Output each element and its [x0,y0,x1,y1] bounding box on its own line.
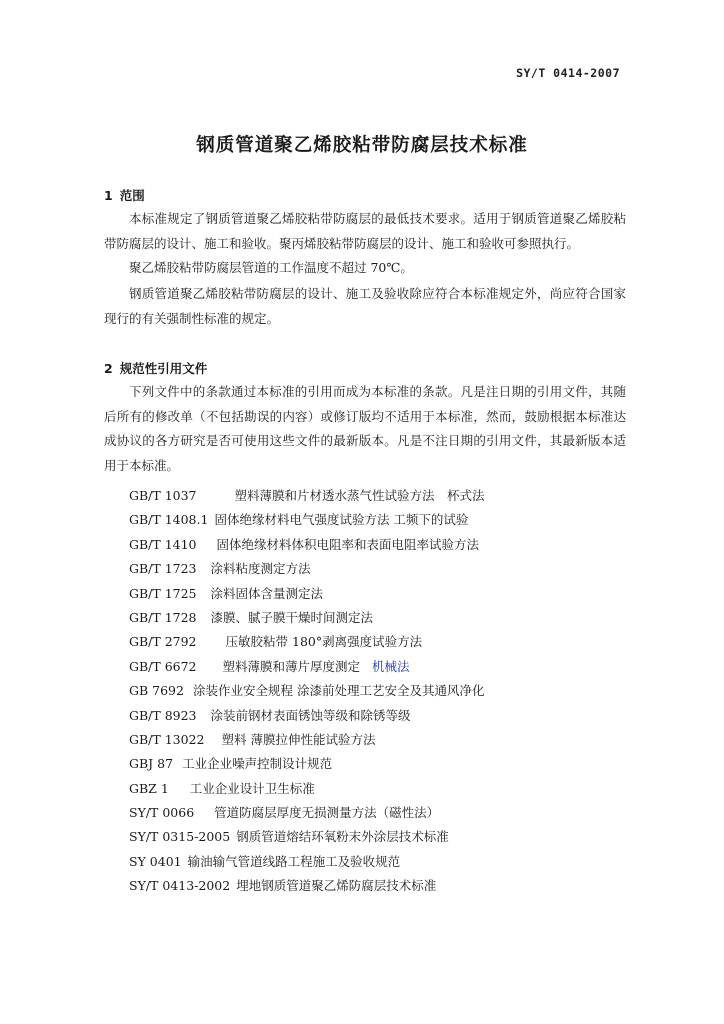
reference-code: GB/T 2792 [129,634,197,650]
section-1-heading [104,186,145,204]
reference-code: GB/T 1728 [129,609,197,625]
reference-title: 涂装前钢材表面锈蚀等级和除锈等级 [210,707,411,723]
reference-item [129,508,485,532]
reference-item [129,655,485,679]
reference-item [129,582,485,606]
reference-code: GB/T 13022 [129,731,205,747]
section-2-title: 规范性引用文件 [119,361,208,376]
reference-title: 埋地钢质管道聚乙烯防腐层技术标准 [236,878,437,894]
reference-title: 输油输气管道线路工程施工及验收规范 [187,853,401,869]
reference-item [129,874,485,898]
reference-title: 固体绝缘材料体积电阻率和表面电阻率试验方法 [216,536,480,552]
reference-item [129,825,485,849]
section-1-paragraph-2: 聚乙烯胶粘带防腐层管道的工作温度不超过 70℃。 [129,260,413,275]
reference-code: GB/T 1408.1 [129,512,209,528]
section-1-paragraph-1: 本标准规定了钢质管道聚乙烯胶粘带防腐层的最低技术要求。适用于钢质管道聚乙烯胶粘带防腐层的设计、施工和验收。聚丙烯胶粘带防腐层的设计、施工和验收可参照执行。 [104,211,626,251]
reference-code: SY/T 0413-2002 [129,878,231,894]
reference-title: 工业企业设计卫生标准 [189,780,315,796]
reference-code: GB/T 1725 [129,585,197,601]
section-1-title: 范围 [119,188,145,203]
reference-code: GB 7692 [129,683,184,699]
section-2-heading [104,359,207,377]
reference-item [129,557,485,581]
reference-title: 压敏胶粘带 180°剥离强度试验方法 [225,634,423,650]
reference-item [129,606,485,630]
section-1-number: 1 [104,188,113,203]
reference-code: GB/T 1410 [129,536,197,552]
reference-title: 涂装作业安全规程 涂漆前处理工艺安全及其通风净化 [192,683,485,699]
reference-title: 塑料薄膜和薄片厚度测定 [222,658,361,674]
reference-item [129,533,485,557]
reference-item [129,777,485,801]
reference-item [129,704,485,728]
reference-item [129,850,485,874]
reference-code: SY/T 0315-2005 [129,829,231,845]
standard-code: SY/T 0414-2007 [516,66,620,80]
reference-item [129,728,485,752]
reference-title: 塑料 薄膜拉伸性能试验方法 [221,731,376,747]
document-title: 钢质管道聚乙烯胶粘带防腐层技术标准 [196,135,528,156]
reference-code: GBJ 87 [129,756,174,772]
reference-code: SY/T 0066 [129,805,195,821]
reference-list [129,484,485,899]
reference-code: GB/T 1037 [129,488,197,503]
reference-item [129,630,485,654]
reference-code: GB/T 8923 [129,707,197,723]
section-2-intro: 下列文件中的条款通过本标准的引用而成为本标准的条款。凡是注日期的引用文件，其随后所有的修改单（不包括勘误的内容）或修订版均不适用于本标准，然而，鼓励根据本标准达成协议的各方研究是否可使用这些文件的最新版本。凡是不注日期的引用文件，其最新版本适用于本标准。 [104,384,626,473]
reference-item [129,752,485,776]
reference-code: GBZ 1 [129,780,169,796]
reference-method-link[interactable]: 机械法 [372,658,410,674]
reference-title: 工业企业噪声控制设计规范 [182,756,333,772]
reference-title: 钢质管道熔结环氧粉末外涂层技术标准 [236,829,449,845]
reference-title: 固体绝缘材料电气强度试验方法 工频下的试验 [214,512,469,528]
section-1-paragraph-3: 钢质管道聚乙烯胶粘带防腐层的设计、施工及验收除应符合本标准规定外，尚应符合国家现行的有关强制性标准的规定。 [104,286,626,326]
reference-code: SY 0401 [129,853,182,869]
reference-title: 涂料固体含量测定法 [210,585,324,601]
reference-title: 塑料薄膜和片材透水蒸气性试验方法 杯式法 [234,488,485,503]
reference-title: 管道防腐层厚度无损测量方法（磁性法） [214,805,440,821]
reference-item [129,679,485,703]
reference-item [129,801,485,825]
section-2-number: 2 [104,361,113,376]
reference-code: GB/T 6672 [129,658,197,674]
reference-title: 漆膜、腻子膜干燥时间测定法 [210,609,374,625]
reference-code: GB/T 1723 [129,561,197,577]
reference-item [129,484,485,508]
reference-title: 涂料粘度测定方法 [210,561,311,577]
